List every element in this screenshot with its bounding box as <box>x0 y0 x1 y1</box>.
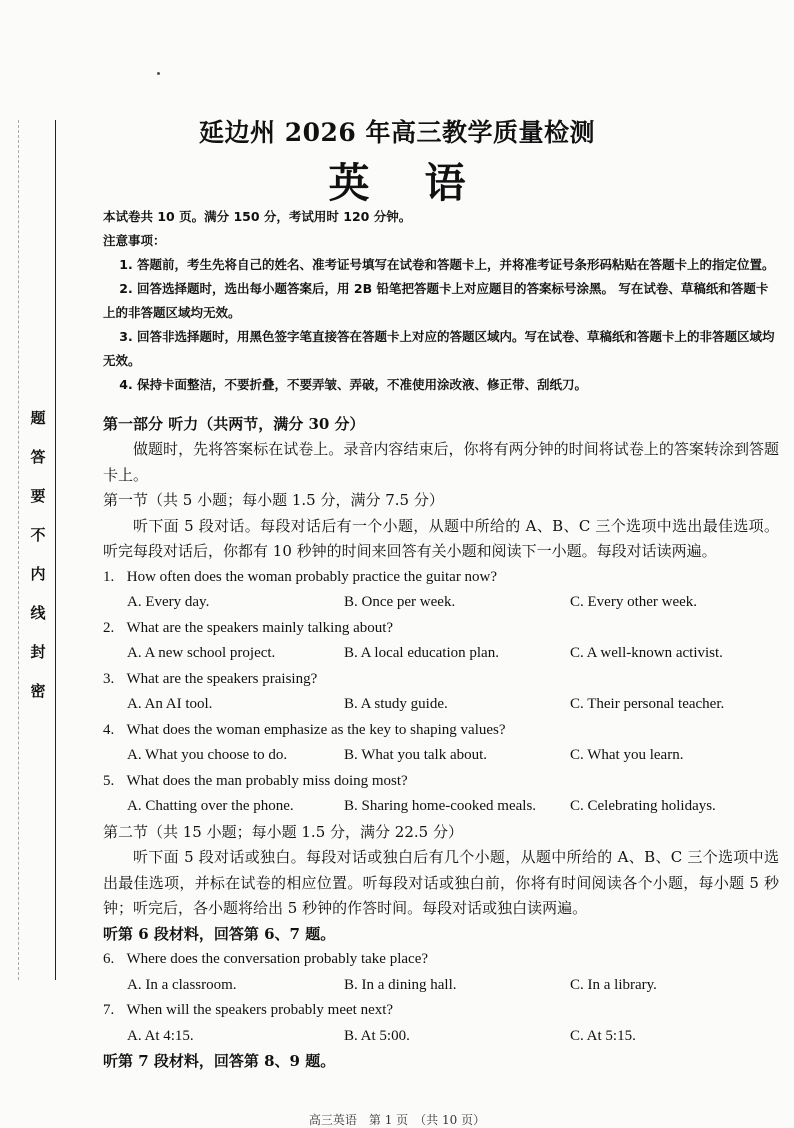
option-c: C. Their personal teacher. <box>570 696 725 712</box>
question-stem <box>103 998 779 1024</box>
option-a: A. What you choose to do. <box>127 747 288 763</box>
question-text: How often does the woman probably practice the guitar now? <box>126 568 498 585</box>
option-b: B. A study guide. <box>344 696 448 712</box>
question-number: 3. <box>103 670 115 687</box>
question-text: What does the man probably miss doing most? <box>126 772 408 789</box>
option-b: B. Once per week. <box>344 594 456 610</box>
question <box>103 947 779 998</box>
question-options <box>103 973 779 999</box>
question-number: 2. <box>103 619 115 636</box>
question-options <box>103 1024 779 1050</box>
question-options <box>103 590 779 616</box>
question-options <box>103 794 779 820</box>
scan-speck <box>157 72 160 75</box>
question <box>103 998 779 1049</box>
question <box>103 718 779 769</box>
exam-notes <box>103 205 779 397</box>
part-heading: 第一部分 听力（共两节，满分 30 分） <box>103 415 365 433</box>
binding-char: 线 <box>30 604 46 622</box>
question-options <box>103 641 779 667</box>
binding-line <box>55 120 57 980</box>
question-text: Where does the conversation probably take place? <box>126 951 429 967</box>
question <box>103 565 779 616</box>
question-text: What are the speakers mainly talking about? <box>126 619 394 636</box>
note-item: 1. 答题前，考生先将自己的姓名、准考证号填写在试卷和答题卡上，并将准考证号条形码粘贴在答题卡上的指定位置。 <box>119 257 775 272</box>
question <box>103 616 779 667</box>
option-b: B. Sharing home-cooked meals. <box>344 798 537 814</box>
binding-char: 答 <box>30 448 46 466</box>
question-stem <box>103 947 779 973</box>
option-c: C. A well-known activist. <box>570 645 723 661</box>
option-a: A. A new school project. <box>127 645 276 661</box>
option-b: B. In a dining hall. <box>344 976 457 993</box>
option-c: C. At 5:15. <box>570 1027 636 1044</box>
question-number: 4. <box>103 721 115 738</box>
material-heading: 听第 6 段材料，回答第 6、7 题。 <box>103 924 336 943</box>
section-heading: 第二节（共 15 小题；每小题 1.5 分，满分 22.5 分） <box>103 822 463 841</box>
question-number: 6. <box>103 951 115 967</box>
binding-char: 题 <box>30 409 46 427</box>
question-number: 5. <box>103 772 115 789</box>
question-options <box>103 692 779 718</box>
note-item: 2. 回答选择题时，选出每小题答案后，用 2B 铅笔把答题卡上对应题目的答案标号涂黑。 写在试卷、草稿纸和答题卡上的非答题区域均无效。 <box>103 281 769 320</box>
question-number: 1. <box>103 568 115 585</box>
binding-char: 不 <box>30 526 46 544</box>
option-c: C. Every other week. <box>570 594 698 610</box>
question-stem <box>103 616 779 642</box>
option-a: A. Chatting over the phone. <box>127 798 294 814</box>
binding-char: 封 <box>30 643 46 661</box>
question-text: What does the woman emphasize as the key to shaping values? <box>126 721 506 738</box>
question-number: 7. <box>103 1002 115 1018</box>
binding-dashed-line <box>18 120 19 980</box>
subject-title: 英语 <box>328 159 521 207</box>
question-stem <box>103 565 779 591</box>
page-footer: 高三英语 第 1 页 （共 10 页） <box>308 1113 486 1127</box>
part-intro: 做题时，先将答案标在试卷上。录音内容结束后，你将有两分钟的时间将试卷上的答案转涂到答题卡上。 <box>103 440 779 484</box>
section-instructions: 听下面 5 段对话。每段对话后有一个小题，从题中所给的 A、B、C 三个选项中选出最佳选项。听完每段对话后，你都有 10 秒钟的时间来回答有关小题和阅读下一小题。每段对话读两遍。 <box>103 516 779 560</box>
option-b: B. What you talk about. <box>344 747 488 763</box>
notes-heading: 注意事项： <box>103 233 166 248</box>
note-item: 4. 保持卡面整洁，不要折叠，不要弄皱、弄破，不准使用涂改液、修正带、刮纸刀。 <box>119 377 588 392</box>
option-c: C. What you learn. <box>570 747 684 763</box>
material-heading: 听第 7 段材料，回答第 8、9 题。 <box>103 1052 336 1070</box>
option-c: C. In a library. <box>570 976 657 993</box>
question-stem <box>103 718 779 744</box>
question-text: When will the speakers probably meet next? <box>126 1002 394 1018</box>
option-a: A. Every day. <box>127 594 210 610</box>
exam-content <box>103 205 779 1075</box>
section-heading: 第一节（共 5 小题；每小题 1.5 分，满分 7.5 分） <box>103 491 444 509</box>
exam-intro: 本试卷共 10 页。满分 150 分，考试用时 120 分钟。 <box>103 209 412 224</box>
option-a: A. An AI tool. <box>127 696 213 712</box>
note-item: 3. 回答非选择题时，用黑色签字笔直接答在答题卡上对应的答题区域内。写在试卷、草稿纸和答题卡上的非答题区域均无效。 <box>103 329 775 368</box>
question <box>103 667 779 718</box>
question-stem <box>103 667 779 693</box>
question <box>103 769 779 820</box>
binding-char: 内 <box>30 565 46 583</box>
option-c: C. Celebrating holidays. <box>570 798 716 814</box>
binding-char: 要 <box>30 487 46 505</box>
option-a: A. At 4:15. <box>127 1027 194 1044</box>
question-text: What are the speakers praising? <box>126 670 318 687</box>
option-b: B. At 5:00. <box>344 1027 410 1044</box>
question-options <box>103 743 779 769</box>
question-stem <box>103 769 779 795</box>
option-a: A. In a classroom. <box>127 976 237 993</box>
option-b: B. A local education plan. <box>344 645 499 661</box>
binding-char: 密 <box>30 682 46 700</box>
section-instructions: 听下面 5 段对话或独白。每段对话或独白后有几个小题，从题中所给的 A、B、C 三个选项中选出最佳选项，并标在试卷的相应位置。听每段对话或独白前，你将有时间阅读各个小题，每小题 5 秒钟；听完后，各小题将给出 5 秒钟的作答时间。每段对话或独白读两遍。 <box>103 848 779 917</box>
binding-warning <box>28 410 48 722</box>
exam-title: 延边州 2026 年高三教学质量检测 <box>199 118 595 147</box>
